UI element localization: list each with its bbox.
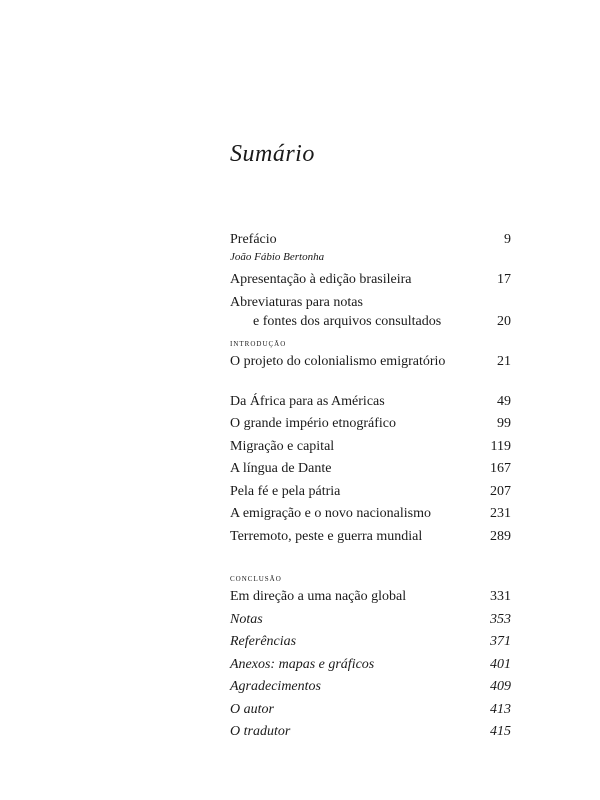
toc-entry-label: A emigração e o novo nacionalismo [230, 506, 431, 521]
toc-entry-page: 415 [490, 724, 511, 739]
toc-entry-page: 371 [490, 634, 511, 649]
toc-entry-notas [230, 609, 511, 632]
toc-entry-chapter [230, 481, 511, 504]
toc-entry-label: Pela fé e pela pátria [230, 483, 341, 499]
toc-entry-prefacio [230, 229, 511, 252]
toc-entry-projeto [230, 351, 511, 374]
toc-entry-page: 99 [497, 416, 511, 431]
toc-entry-agradecimentos [230, 676, 511, 699]
toc-entry-apresentacao [230, 269, 511, 292]
toc-entry-chapter [230, 503, 511, 526]
toc-entry-page: 119 [490, 438, 511, 454]
toc-entry-page: 409 [490, 679, 511, 694]
toc-entry-page: 207 [490, 483, 511, 499]
toc-entry-label: Notas [230, 611, 263, 627]
toc-entry-chapter [230, 391, 511, 414]
toc-entry-chapter [230, 526, 511, 549]
toc-entry-page: 21 [497, 354, 511, 369]
toc-entry-label: A língua de Dante [230, 461, 332, 476]
toc-entry-page: 20 [497, 314, 511, 329]
toc-entry-page: 49 [497, 393, 511, 409]
toc-entry-label: Referências [230, 634, 297, 649]
section-label-introducao: introdução [230, 338, 287, 349]
toc-entry-label-line1: Abreviaturas para notas [230, 295, 363, 310]
toc-entry-page: 401 [490, 656, 511, 672]
toc-entry-label: Anexos: mapas e gráficos [230, 656, 375, 672]
toc-entry-tradutor [230, 721, 511, 744]
toc-entry-label: O autor [230, 701, 274, 717]
toc-entry-page: 231 [490, 506, 511, 521]
chapter-list [230, 391, 511, 549]
toc-entry-abreviaturas [230, 293, 511, 331]
toc-entry-conclusao [230, 586, 511, 609]
end-matter-list [230, 586, 511, 744]
toc-entry-label: Apresentação à edição brasileira [230, 271, 412, 287]
page-title: Sumário [230, 141, 315, 167]
toc-entry-label: O tradutor [230, 724, 291, 739]
toc-entry-label: Agradecimentos [230, 679, 321, 694]
toc-entry-chapter [230, 413, 511, 436]
toc-entry-label: Da África para as Américas [230, 393, 385, 409]
toc-entry-label: O projeto do colonialismo emigratório [230, 354, 446, 369]
toc-entry-referencias [230, 631, 511, 654]
toc-entry-label: O grande império etnográfico [230, 416, 396, 431]
toc-entry-label: Terremoto, peste e guerra mundial [230, 528, 423, 544]
toc-entry-anexos [230, 654, 511, 677]
table-of-contents [230, 229, 511, 744]
toc-entry-autor [230, 699, 511, 722]
toc-entry-label: Em direção a uma nação global [230, 589, 407, 604]
toc-entry-page: 167 [490, 461, 511, 476]
toc-entry-author: João Fábio Bertonha [230, 250, 325, 263]
toc-entry-chapter [230, 458, 511, 481]
toc-entry-page: 331 [490, 589, 511, 604]
toc-entry-page: 9 [504, 232, 511, 247]
section-label-conclusao: conclusão [230, 573, 282, 584]
toc-entry-page: 413 [490, 701, 511, 717]
toc-entry-label: Migração e capital [230, 438, 335, 454]
toc-entry-label-line2: e fontes dos arquivos consultados [253, 314, 442, 329]
toc-entry-label: Prefácio [230, 232, 277, 247]
toc-entry-page: 289 [490, 528, 511, 544]
toc-entry-page: 353 [490, 611, 511, 627]
toc-entry-page: 17 [497, 271, 511, 287]
toc-entry-chapter [230, 436, 511, 459]
